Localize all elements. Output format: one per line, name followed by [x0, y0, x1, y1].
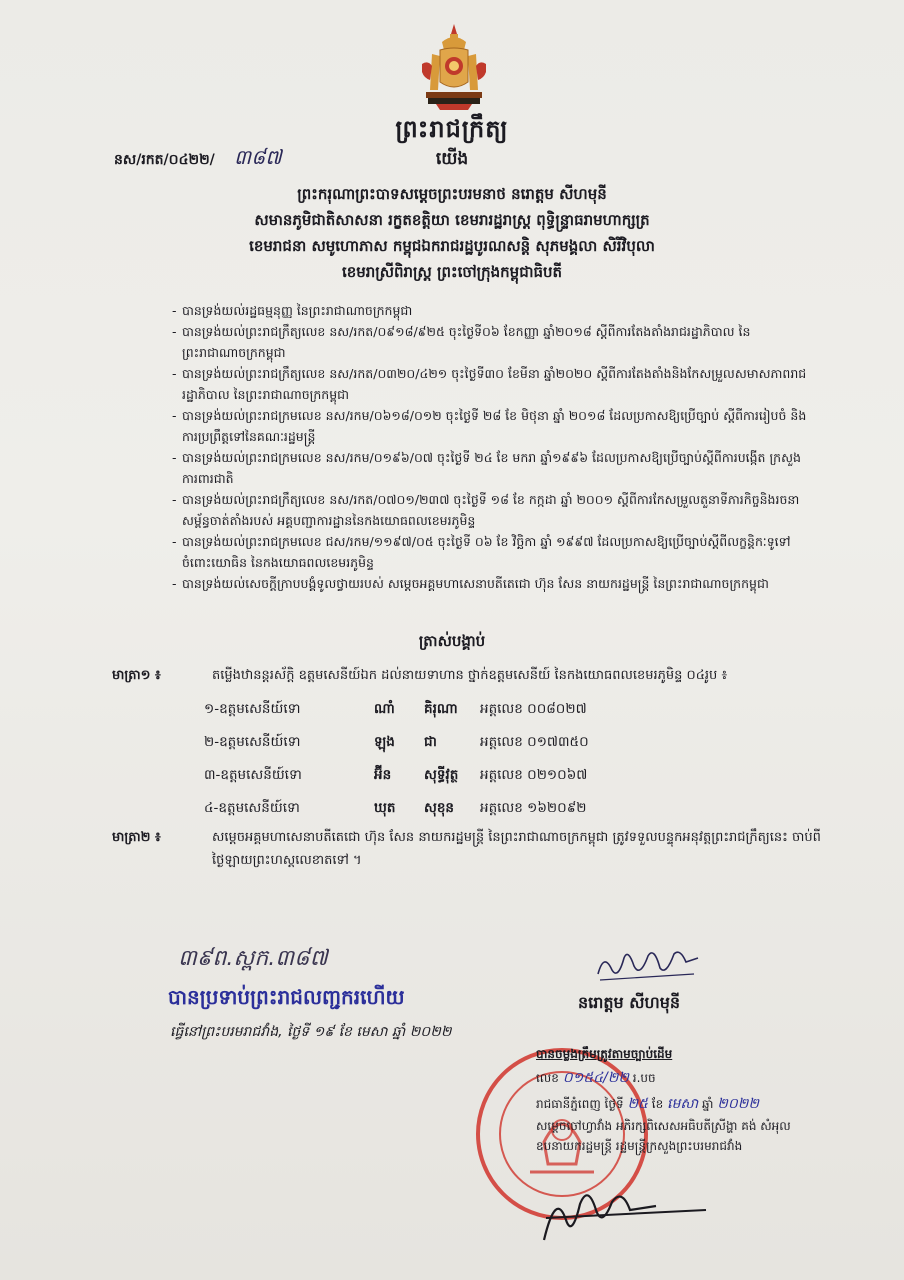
royal-seal-applied-stamp: បានប្រទាប់ព្រះរាជលញ្ជករហើយ	[168, 985, 405, 1009]
officer-serial: អត្តលេខ ០១៧៣៥០	[480, 734, 589, 750]
certification-date-prefix: រាជធានីភ្នំពេញ ថ្ងៃទី	[536, 1097, 624, 1111]
royal-title-line-3: ខេមរាជនា សមូហោភាស កម្ពុជឯករាជរដ្ឋបូរណសន្តិ សុភមង្គលា សិរីវិបុលា	[249, 237, 655, 255]
officer-family-name: ឡុង	[374, 734, 395, 750]
legal-reference-item: - បានទ្រង់យល់ព្រះរាជក្រមលេខ នស/រកម/០១៩៦/០៧ ចុះថ្ងៃទី ២៤ ខែ មករា ឆ្នាំ១៩៩៦ ដែលប្រកាសឱ្យប្រើច្បាប់ស្តីពីការបង្កើត ក្រសួងការពារជាតិ	[172, 447, 812, 489]
officer-given-name: សុខុន	[424, 800, 454, 816]
certification-month-label: ខែ	[651, 1097, 664, 1111]
article-2-text: សម្តេចអគ្គមហាសេនាបតីតេជោ ហ៊ុន សែន នាយករដ្ឋមន្ត្រី នៃព្រះរាជាណាចក្រកម្ពុជា ត្រូវទទួលបន្ទុកអនុវត្តព្រះរាជក្រឹត្យនេះ ចាប់ពីថ្ងៃឡាយព្រះហស្តលេខាតទៅ ។	[212, 830, 821, 868]
officer-serial: អត្តលេខ ១៦២០៩២	[480, 800, 587, 816]
legal-references-list	[172, 300, 812, 594]
we-heading: យើង	[435, 149, 469, 169]
reference-handwritten: ៣៨៧	[234, 145, 282, 169]
officer-family-name: ឃុត	[374, 800, 396, 816]
certification-month: មេសា	[667, 1096, 699, 1112]
royal-coat-of-arms-icon	[418, 20, 490, 112]
legal-reference-item: - បានទ្រង់យល់ព្រះរាជក្រឹត្យលេខ នស/រកត/០៧០១/២៣៧ ចុះថ្ងៃទី ១៨ ខែ កក្កដា ឆ្នាំ ២០០១ ស្តីពីការកែសម្រួលតួនាទីភារកិច្ចនិងរចនាសម្ព័ន្ធចាត់តាំងរបស់ អគ្គបញ្ជាការដ្ឋាននៃកងយោធពលខេមរភូមិន្ទ	[172, 489, 812, 531]
officer-given-name: គិរុណា	[424, 701, 458, 717]
legal-reference-item: - បានទ្រង់យល់ព្រះរាជក្រមលេខ ជស/រកម/១១៩៧/០៥ ចុះថ្ងៃទី ០៦ ខែ វិច្ឆិកា ឆ្នាំ ១៩៩៧ ដែលប្រកាសឱ្យប្រើច្បាប់ស្តីពីលក្ខន្តិកៈទូទៅ ចំពោះយោធិន នៃកងយោធពលខេមរភូមិន្ទ	[172, 531, 812, 573]
legal-reference-item: - បានទ្រង់យល់ព្រះរាជក្រឹត្យលេខ នស/រកត/០៩១៨/៩២៥ ចុះថ្ងៃទី០៦ ខែកញ្ញា ឆ្នាំ២០១៨ ស្តីពីការតែងតាំងរាជរដ្ឋាភិបាល នៃព្រះរាជាណាចក្រកម្ពុជា	[172, 321, 812, 363]
royal-title-line-4: ខេមរាស្រីពិរាស្ត្រ ព្រះចៅក្រុងកម្ពុជាធិបតី	[341, 263, 563, 281]
certification-year: ២០២២	[717, 1096, 759, 1112]
article-2-label: មាត្រា២ ៖	[112, 830, 161, 845]
certification-number-suffix: រ.បច	[632, 1071, 656, 1085]
certification-number: ០១៥៤/២២	[562, 1070, 629, 1086]
legal-reference-item: - បានទ្រង់យល់ព្រះរាជក្រឹត្យលេខ នស/រកត/០៣២០/៤២១ ចុះថ្ងៃទី៣០ ខែមីនា ឆ្នាំ២០២០ ស្តីពីការតែងតាំងនិងកែសម្រួលសមាសភាពរាជរដ្ឋាភិបាល នៃព្រះរាជាណាចក្រកម្ពុជា	[172, 363, 812, 405]
legal-reference-item: - បានទ្រង់យល់រដ្ឋធម្មនុញ្ញ នៃព្រះរាជាណាចក្រកម្ពុជា	[172, 300, 812, 321]
officer-rank: ៣-ឧត្តមសេនីយ៍ទោ	[204, 767, 302, 783]
reference-number: នស/រកត/០៤២២/	[114, 152, 215, 168]
certification-year-label: ឆ្នាំ	[701, 1097, 714, 1111]
article-1-label: មាត្រា១ ៖	[112, 668, 161, 683]
royal-title-line-1: ព្រះករុណាព្រះបាទសម្តេចព្រះបរមនាថ នរោត្តម សីហមុនី	[297, 185, 607, 203]
officer-serial: អត្តលេខ ០២១០៦៧	[480, 767, 588, 783]
article-1-text: តម្លើងឋានន្តរស័ក្តិ ឧត្តមសេនីយ៍ឯក ដល់នាយទាហាន ថ្នាក់ឧត្តមសេនីយ៍ នៃកងយោធពលខេមរភូមិន្ទ ០៤រូប ៖	[212, 668, 728, 683]
officer-rank: ៤-ឧត្តមសេនីយ៍ទោ	[204, 800, 300, 816]
handwritten-registration-number: ៣៩ព.ស្ពក.៣៨៧	[178, 946, 328, 971]
document-title: ព្រះរាជក្រឹត្យ	[395, 115, 509, 143]
certifying-official-title: ឧបនាយករដ្ឋមន្ត្រី រដ្ឋមន្ត្រីក្រសួងព្រះបរមរាជវាំង	[536, 1139, 743, 1153]
officer-given-name: សុទ្ធីវុត្ថ	[424, 767, 459, 783]
certification-day: ២៥	[627, 1096, 648, 1112]
legal-reference-item: - បានទ្រង់យល់ព្រះរាជក្រមលេខ នស/រកម/០៦១៨/០១២ ចុះថ្ងៃទី ២៨ ខែ មិថុនា ឆ្នាំ ២០១៨ ដែលប្រកាសឱ្យប្រើច្បាប់ ស្តីពីការរៀបចំ និងការប្រព្រឹត្តទៅនៃគណៈរដ្ឋមន្ត្រី	[172, 405, 812, 447]
royal-title-line-2: សមានភូមិជាតិសាសនា រក្ខតខត្តិយា ខេមរារដ្ឋរាស្ត្រ ពុទ្ធិន្ទ្រាធរាមហាក្សត្រ	[254, 211, 650, 229]
officer-serial: អត្តលេខ ០០៨០២៧	[480, 701, 587, 717]
officer-family-name: អ៊ីន	[374, 767, 392, 783]
officer-given-name: ជា	[424, 734, 437, 750]
certifying-official: សម្តេចចៅហ្វាវាំង អភិរក្សពិសេសអធិបតីស្រីង្ហា គង់ សំអុល	[536, 1119, 791, 1133]
official-signature-icon	[536, 1180, 716, 1250]
certification-date-line	[536, 1094, 759, 1115]
certified-copy-title: បានចម្លងត្រឹមត្រូវតាមច្បាប់ដើម	[536, 1047, 673, 1061]
certification-number-line	[536, 1068, 656, 1089]
place-and-date: ធ្វើនៅព្រះបរមរាជវាំង, ថ្ងៃទី ១៩ ខែ មេសា ឆ្នាំ ២០២២	[170, 1024, 452, 1040]
king-name: នរោត្តម សីហមុនី	[578, 993, 681, 1012]
officer-rank: ២-ឧត្តមសេនីយ៍ទោ	[204, 734, 301, 750]
officer-family-name: ណាំ	[374, 701, 395, 717]
king-signature-icon	[594, 944, 704, 984]
officer-rank: ១-ឧត្តមសេនីយ៍ទោ	[204, 701, 301, 717]
decree-heading: ត្រាស់បង្គាប់	[418, 632, 486, 650]
certification-number-prefix: លេខ	[536, 1071, 559, 1085]
legal-reference-item: - បានទ្រង់យល់សេចក្តីក្រាបបង្គំទូលថ្វាយរបស់ សម្តេចអគ្គមហាសេនាបតីតេជោ ហ៊ុន សែន នាយករដ្ឋមន្ត្រី នៃព្រះរាជាណាចក្រកម្ពុជា	[172, 573, 812, 594]
